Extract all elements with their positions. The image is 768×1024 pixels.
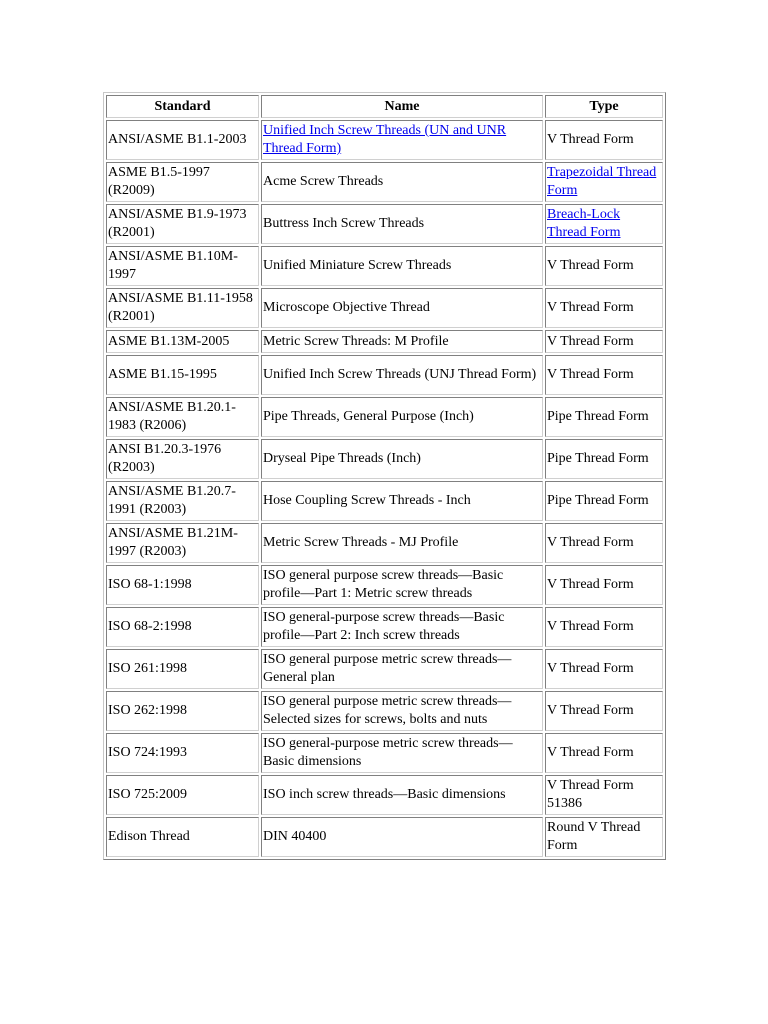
cell-name	[261, 649, 543, 689]
table-row	[106, 355, 663, 395]
cell-type	[545, 397, 663, 437]
name-text: Metric Screw Threads: M Profile	[263, 333, 449, 349]
column-header-name: Name	[261, 95, 543, 118]
table-row	[106, 817, 663, 857]
cell-name	[261, 481, 543, 521]
cell-type	[545, 649, 663, 689]
standard-text: ANSI/ASME B1.11-1958 (R2001)	[108, 291, 253, 324]
cell-type	[545, 691, 663, 731]
cell-name	[261, 330, 543, 353]
type-text: Pipe Thread Form	[547, 451, 649, 466]
name-text: Metric Screw Threads - MJ Profile	[263, 535, 459, 550]
cell-standard	[106, 523, 259, 563]
standard-text: ANSI/ASME B1.1-2003	[108, 132, 247, 147]
name-text: Acme Screw Threads	[263, 174, 384, 189]
table-row	[106, 481, 663, 521]
cell-type	[545, 733, 663, 773]
standard-text: ANSI/ASME B1.21M-1997 (R2003)	[108, 526, 238, 559]
table-row	[106, 439, 663, 479]
type-text: Round V Thread Form	[547, 820, 641, 853]
cell-standard	[106, 733, 259, 773]
type-text: V Thread Form	[547, 132, 634, 147]
cell-standard	[106, 565, 259, 605]
cell-standard	[106, 330, 259, 353]
standard-text: ISO 68-1:1998	[108, 577, 192, 592]
cell-type	[545, 565, 663, 605]
cell-name	[261, 439, 543, 479]
column-header-type: Type	[545, 95, 663, 118]
name-text: Pipe Threads, General Purpose (Inch)	[263, 409, 474, 424]
table-header-row	[106, 95, 663, 118]
cell-standard	[106, 775, 259, 815]
cell-standard	[106, 120, 259, 160]
cell-name	[261, 288, 543, 328]
table-row	[106, 649, 663, 689]
cell-name	[261, 523, 543, 563]
name-text: Buttress Inch Screw Threads	[263, 216, 425, 231]
cell-standard	[106, 481, 259, 521]
name-text: Hose Coupling Screw Threads - Inch	[263, 493, 471, 508]
standard-text: ASME B1.15-1995	[108, 367, 217, 382]
type-link[interactable]: Breach-Lock Thread Form	[547, 207, 621, 240]
standard-text: ANSI/ASME B1.9-1973 (R2001)	[108, 207, 247, 240]
table-row	[106, 523, 663, 563]
cell-standard	[106, 397, 259, 437]
cell-name	[261, 120, 543, 160]
type-text: V Thread Form	[547, 577, 634, 592]
standard-text: Edison Thread	[108, 829, 190, 844]
table-row	[106, 330, 663, 353]
cell-type	[545, 439, 663, 479]
type-text: Pipe Thread Form	[547, 493, 649, 508]
name-text: Unified Inch Screw Threads (UNJ Thread Form)	[263, 367, 537, 382]
type-text: V Thread Form	[547, 367, 634, 382]
name-text: ISO general purpose screw threads—Basic profile—Part 1: Metric screw threads	[263, 568, 504, 601]
table-row	[106, 246, 663, 286]
type-text: V Thread Form	[547, 661, 634, 676]
cell-standard	[106, 355, 259, 395]
standard-text: ISO 724:1993	[108, 745, 187, 760]
type-text: V Thread Form	[547, 745, 634, 760]
cell-name	[261, 246, 543, 286]
cell-type	[545, 355, 663, 395]
table-row	[106, 397, 663, 437]
cell-standard	[106, 288, 259, 328]
name-text: Microscope Objective Thread	[263, 300, 430, 315]
cell-type	[545, 775, 663, 815]
cell-name	[261, 162, 543, 202]
standard-text: ASME B1.5-1997 (R2009)	[108, 165, 210, 198]
cell-name	[261, 355, 543, 395]
cell-type	[545, 288, 663, 328]
cell-type	[545, 120, 663, 160]
cell-name	[261, 817, 543, 857]
type-text: V Thread Form	[547, 300, 634, 315]
table-row	[106, 565, 663, 605]
name-text: ISO general purpose metric screw threads—General plan	[263, 652, 512, 685]
name-text: ISO inch screw threads—Basic dimensions	[263, 787, 506, 802]
table-row	[106, 691, 663, 731]
cell-type	[545, 330, 663, 353]
name-text: ISO general purpose metric screw threads—Selected sizes for screws, bolts and nuts	[263, 694, 512, 727]
cell-standard	[106, 817, 259, 857]
cell-type	[545, 246, 663, 286]
standard-text: ANSI/ASME B1.20.1-1983 (R2006)	[108, 400, 236, 433]
standard-text: ASME B1.13M-2005	[108, 333, 230, 349]
cell-standard	[106, 439, 259, 479]
cell-standard	[106, 162, 259, 202]
table-row	[106, 607, 663, 647]
cell-name	[261, 565, 543, 605]
cell-type	[545, 204, 663, 244]
cell-name	[261, 691, 543, 731]
cell-type	[545, 523, 663, 563]
cell-name	[261, 204, 543, 244]
cell-type	[545, 607, 663, 647]
cell-standard	[106, 649, 259, 689]
table-row	[106, 162, 663, 202]
table-row	[106, 204, 663, 244]
standard-text: ANSI B1.20.3-1976 (R2003)	[108, 442, 222, 475]
table-row	[106, 288, 663, 328]
cell-standard	[106, 607, 259, 647]
type-text: V Thread Form	[547, 258, 634, 273]
cell-type	[545, 817, 663, 857]
table-body	[106, 120, 663, 857]
cell-name	[261, 607, 543, 647]
cell-standard	[106, 246, 259, 286]
type-text: V Thread Form	[547, 535, 634, 550]
name-link[interactable]: Unified Inch Screw Threads (UN and UNR Thread Form)	[263, 123, 507, 156]
type-text: V Thread Form	[547, 619, 634, 634]
standard-text: ISO 725:2009	[108, 787, 187, 802]
name-text: Dryseal Pipe Threads (Inch)	[263, 451, 421, 466]
name-text: DIN 40400	[263, 829, 327, 844]
cell-name	[261, 775, 543, 815]
standard-text: ISO 262:1998	[108, 703, 187, 718]
table-row	[106, 775, 663, 815]
type-text: V Thread Form 51386	[547, 778, 634, 811]
standard-text: ANSI/ASME B1.20.7-1991 (R2003)	[108, 484, 236, 517]
cell-name	[261, 397, 543, 437]
name-text: ISO general-purpose metric screw threads—Basic dimensions	[263, 736, 513, 769]
column-header-standard: Standard	[106, 95, 259, 118]
cell-type	[545, 162, 663, 202]
cell-standard	[106, 691, 259, 731]
table-row	[106, 733, 663, 773]
cell-name	[261, 733, 543, 773]
name-text: Unified Miniature Screw Threads	[263, 258, 452, 273]
cell-type	[545, 481, 663, 521]
cell-standard	[106, 204, 259, 244]
standard-text: ISO 261:1998	[108, 661, 187, 676]
type-text: Pipe Thread Form	[547, 409, 649, 424]
type-link[interactable]: Trapezoidal Thread Form	[547, 165, 657, 198]
name-text: ISO general-purpose screw threads—Basic profile—Part 2: Inch screw threads	[263, 610, 505, 643]
standard-text: ISO 68-2:1998	[108, 619, 192, 634]
type-text: V Thread Form	[547, 333, 634, 349]
table-row	[106, 120, 663, 160]
thread-standards-table	[103, 92, 666, 860]
standard-text: ANSI/ASME B1.10M-1997	[108, 249, 238, 282]
type-text: V Thread Form	[547, 703, 634, 718]
